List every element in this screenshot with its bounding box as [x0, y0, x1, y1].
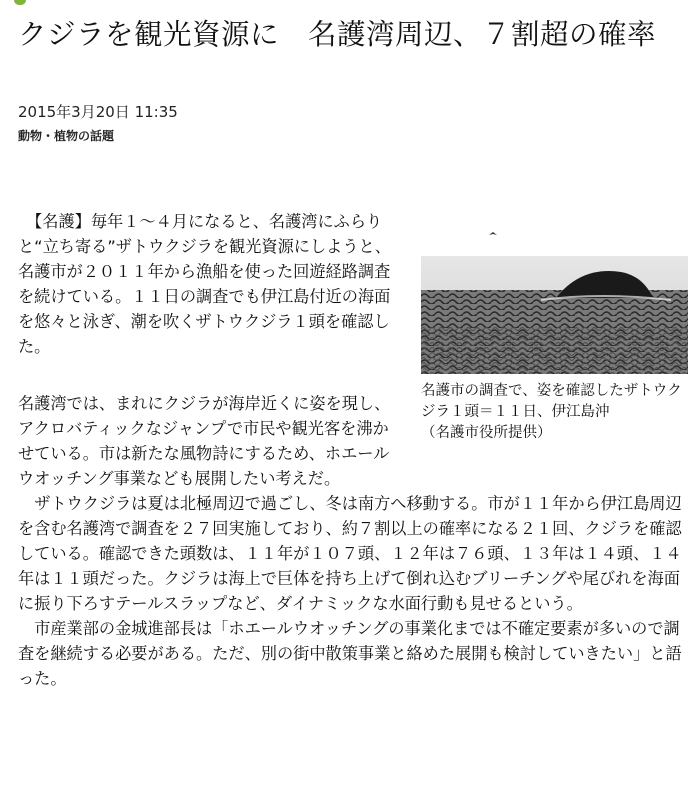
paragraph-2: 名護湾では、まれにクジラが海岸近くに姿を現し、アクロバティックなジャンプで市民や観光客を沸かせている。市は新たな風物詩にするため、ホエールウオッチング事業なども展開したい考えだ。	[18, 394, 391, 488]
article-category[interactable]: 動物・植物の話題	[18, 129, 115, 143]
header-accent-mark	[14, 0, 26, 5]
article-date: 2015年3月20日 11:35	[18, 103, 178, 121]
photo-caption-text: 名護市の調査で、姿を確認したザトウクジラ１頭＝１１日、伊江島沖	[421, 383, 682, 420]
paragraph-4: 市産業部の金城進部長は「ホエールウオッチングの事業化までは不確定要素が多いので調査を継続する必要がある。ただ、別の街中散策事業と絡めた展開も検討していきたい」と語った。	[18, 619, 682, 688]
article-title: クジラを観光資源に 名護湾周辺、７割超の確率	[18, 18, 657, 51]
paragraph-3: ザトウクジラは夏は北極周辺で過ごし、冬は南方へ移動する。市が１１年から伊江島周辺を含む名護湾で調査を２７回実施しており、約７割以上の確率になる２１回、クジラを確認している。確認できた頭数は、１１年が１０７頭、１２年は７６頭、１３年は１４頭、１４年は１１頭だった。クジラは海上で巨体を持ち上げて倒れ込むブリーチングや尾びれを海面に振り下ろすテールスラップなど、ダイナミックな水面行動も見せるという。	[18, 494, 682, 613]
bird-icon	[489, 232, 497, 238]
article-body	[18, 391, 686, 691]
whale-photo	[421, 256, 688, 374]
paragraph-1: 【名護】毎年１～４月になると、名護湾にふらりと“立ち寄る”ザトウクジラを観光資源にしようと、名護市が２０１１年から漁船を使った回遊経路調査を続けている。１１日の調査でも伊江島付近の海面を悠々と泳ぎ、潮を吹くザトウクジラ１頭を確認した。	[18, 212, 391, 356]
photo-credit: （名護市役所提供）	[421, 425, 552, 441]
article-lead	[18, 209, 396, 359]
whale-photo-image	[421, 256, 688, 374]
